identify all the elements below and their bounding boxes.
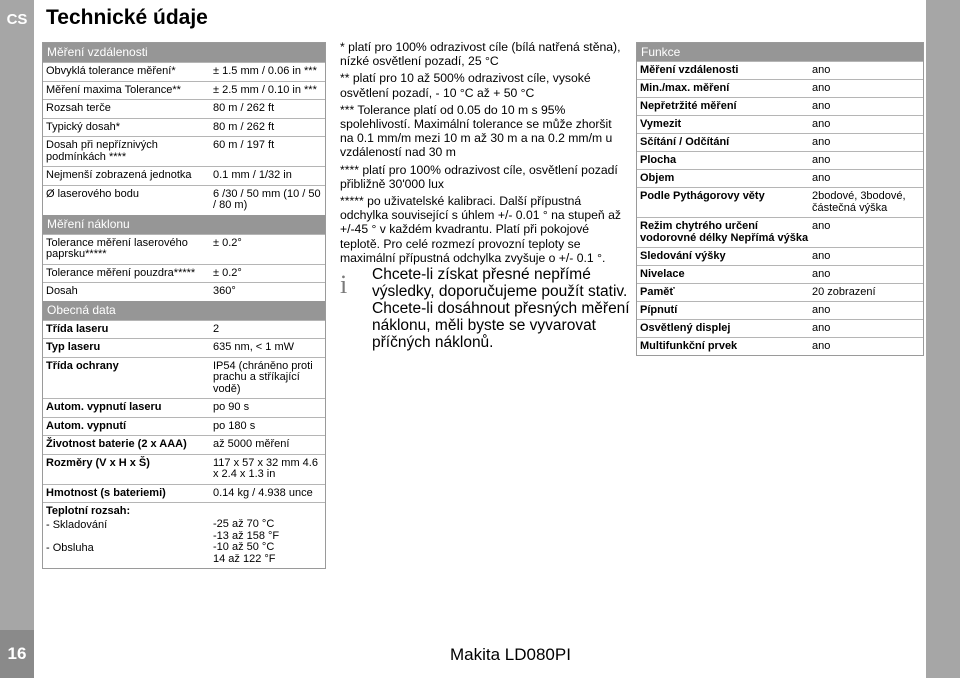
footnote-5: ***** po uživatelské kalibraci. Další přípustná odchylka související s úhlem +/- 0.01 ° na stupeň až +/-45 ° v každém kvadrantu. Platí při pokojové teplotě. Pro celé rozmezí provozní teploty se maximální přípustná odchylka zvyšuje o +/- 0.1 °. <box>340 194 621 265</box>
spec-label: Rozsah terče <box>46 102 111 114</box>
function-label: Nepřetržité měření <box>640 100 737 112</box>
spec-label: Životnost baterie (2 x AAA) <box>46 438 187 450</box>
function-value: ano <box>812 136 831 148</box>
function-value: ano <box>812 172 831 184</box>
function-label: Sčítání / Odčítání <box>640 136 730 148</box>
spec-value: ± 0.2° <box>213 236 242 249</box>
function-value: 20 zobrazení <box>812 286 876 298</box>
table-row <box>43 81 325 100</box>
function-value: ano <box>812 340 831 352</box>
function-value: ano <box>812 304 831 316</box>
function-value: 2bodové, 3bodové, částečná výška <box>812 190 906 214</box>
table-row <box>637 247 923 265</box>
table-row <box>637 133 923 151</box>
table-row <box>637 187 923 217</box>
operation-c: -10 až 50 °C <box>213 541 275 553</box>
spec-value: až 5000 měření <box>213 438 290 450</box>
function-label: Plocha <box>640 154 677 166</box>
table-row <box>637 265 923 283</box>
section-header-tilt: Měření náklonu <box>43 215 325 234</box>
table-row <box>43 185 325 215</box>
functions-header: Funkce <box>637 43 923 61</box>
table-row <box>637 151 923 169</box>
spec-value: po 90 s <box>213 401 250 413</box>
function-value: ano <box>812 82 831 94</box>
function-label: Min./max. měření <box>640 82 730 94</box>
spec-value <box>213 506 325 565</box>
function-value: ano <box>812 268 831 280</box>
functions-table <box>636 42 924 356</box>
table-row <box>637 283 923 301</box>
table-row <box>637 97 923 115</box>
function-value: ano <box>812 100 831 112</box>
spec-value: 80 m / 262 ft <box>213 120 275 133</box>
spec-label: Dosah <box>46 285 78 297</box>
specs-table <box>42 42 326 569</box>
table-row <box>43 136 325 166</box>
table-row <box>637 319 923 337</box>
spec-value: 80 m / 262 ft <box>213 102 275 114</box>
footnote-1: * platí pro 100% odrazivost cíle (bílá natřená stěna), nízké osvětlení pozadí, 25 °C <box>340 40 621 69</box>
function-label: Režim chytrého určení vodorovné délky Nepřímá výška <box>640 220 809 244</box>
footnote-4: **** platí pro 100% odrazivost cíle, osvětlení pozadí přibližně 30'000 lux <box>340 162 618 191</box>
function-label: Sledování výšky <box>640 250 726 262</box>
table-row <box>43 62 325 81</box>
note-text: Chcete-li získat přesné nepřímé výsledky, doporučujeme použít stativ. Chcete-li dosáhnout přesných měření náklonu, měli byste se vyvarovat příčných náklonů. <box>372 266 630 351</box>
language-tab: CS <box>6 11 28 28</box>
section-header-general: Obecná data <box>43 301 325 320</box>
function-label: Vymezit <box>640 118 682 130</box>
spec-value: 60 m / 197 ft <box>213 139 275 151</box>
function-value: ano <box>812 250 831 262</box>
spec-label: Rozměry (V x H x Š) <box>46 456 150 469</box>
temp-range-label: Teplotní rozsah: <box>46 505 131 517</box>
storage-f: -13 až 158 °F <box>213 529 280 542</box>
right-strip <box>926 0 960 678</box>
footnote-2: ** platí pro 10 až 500% odrazivost cíle, vysoké osvětlení pozadí, - 10 °C až + 50 °C <box>340 71 591 100</box>
function-label: Nivelace <box>640 268 685 280</box>
storage-label: - Skladování <box>46 518 108 531</box>
spec-value: 0.1 mm / 1/32 in <box>213 169 292 181</box>
table-row <box>43 166 325 185</box>
table-row <box>43 357 325 399</box>
function-value: ano <box>812 220 831 232</box>
spec-label: Typ laseru <box>46 341 101 353</box>
table-row <box>637 169 923 187</box>
table-row <box>43 282 325 301</box>
left-sidebar <box>0 0 34 678</box>
table-row <box>637 115 923 133</box>
spacer <box>46 531 211 543</box>
table-row <box>637 217 923 247</box>
spec-value: 6 /30 / 50 mm (10 / 50 / 80 m) <box>213 187 321 211</box>
spec-value: 360° <box>213 285 236 297</box>
spec-label: Obvyklá tolerance měření* <box>46 65 176 77</box>
spec-label: Ø laserového bodu <box>46 187 139 200</box>
function-label: Osvětlený displej <box>640 322 731 334</box>
spec-value: 635 nm, < 1 mW <box>213 341 295 353</box>
spec-label: Dosah při nepříznivých podmínkách **** <box>46 139 158 163</box>
spec-value: 117 x 57 x 32 mm 4.6 x 2.4 x 1.3 in <box>213 456 318 480</box>
function-label: Objem <box>640 172 675 184</box>
spec-value: IP54 (chráněno proti prachu a stříkající vodě) <box>213 359 313 395</box>
page-title: Technické údaje <box>46 6 208 29</box>
function-label: Multifunkční prvek <box>640 340 738 352</box>
spec-label: Hmotnost (s bateriemi) <box>46 486 166 499</box>
footer-model: Makita LD080PI <box>450 645 571 664</box>
footnote-3: *** Tolerance platí od 0.05 do 10 m s 95% spolehlivostí. Maximální tolerance se může zhoršit na 0.1 mm/m mezi 10 m až 30 m a na 0.2 mm/m u vzdáleností nad 30 m <box>340 102 613 160</box>
table-row <box>637 301 923 319</box>
function-value: ano <box>812 154 831 166</box>
table-row <box>637 61 923 79</box>
function-value: ano <box>812 322 831 334</box>
spec-label: Měření maxima Tolerance** <box>46 83 181 96</box>
function-value: ano <box>812 64 831 76</box>
table-row <box>43 234 325 264</box>
spec-value: ± 0.2° <box>213 266 242 279</box>
table-row <box>43 264 325 283</box>
spec-label: Autom. vypnutí <box>46 419 127 432</box>
spec-label: Nejmenší zobrazená jednotka <box>46 169 192 181</box>
spec-label: Třída ochrany <box>46 359 119 372</box>
page-number: 16 <box>0 630 34 678</box>
spec-label: Autom. vypnutí laseru <box>46 401 162 413</box>
table-row <box>43 502 325 568</box>
table-row <box>43 398 325 417</box>
spec-label: Třída laseru <box>46 322 109 335</box>
table-row <box>43 99 325 118</box>
table-row <box>43 454 325 484</box>
spec-value: po 180 s <box>213 419 256 432</box>
section-header-distance: Měření vzdálenosti <box>43 43 325 62</box>
table-row <box>43 338 325 357</box>
function-label: Měření vzdálenosti <box>640 64 739 76</box>
table-row <box>43 484 325 503</box>
spec-value: 2 <box>213 322 220 335</box>
spec-label: Tolerance měření laserového paprsku***** <box>46 236 188 260</box>
spec-value: 0.14 kg / 4.938 unce <box>213 486 313 499</box>
table-row <box>637 337 923 355</box>
table-row <box>43 320 325 339</box>
table-row <box>43 118 325 137</box>
info-icon: i <box>340 270 348 299</box>
spec-value: ± 2.5 mm / 0.10 in *** <box>213 83 317 96</box>
function-label: Podle Pythágorovy věty <box>640 190 765 202</box>
storage-c: -25 až 70 °C <box>213 518 275 530</box>
spec-value: ± 1.5 mm / 0.06 in *** <box>213 65 317 77</box>
spec-label <box>46 506 213 565</box>
footnotes <box>340 40 625 268</box>
table-row <box>637 79 923 97</box>
function-label: Pípnutí <box>640 304 678 316</box>
function-label: Paměť <box>640 286 675 298</box>
operation-f: 14 až 122 °F <box>213 552 276 565</box>
table-row <box>43 435 325 454</box>
function-value: ano <box>812 118 831 130</box>
spec-label: Typický dosah* <box>46 120 120 133</box>
table-row <box>43 417 325 436</box>
spec-label: Tolerance měření pouzdra***** <box>46 266 196 279</box>
operation-label: - Obsluha <box>46 541 94 554</box>
